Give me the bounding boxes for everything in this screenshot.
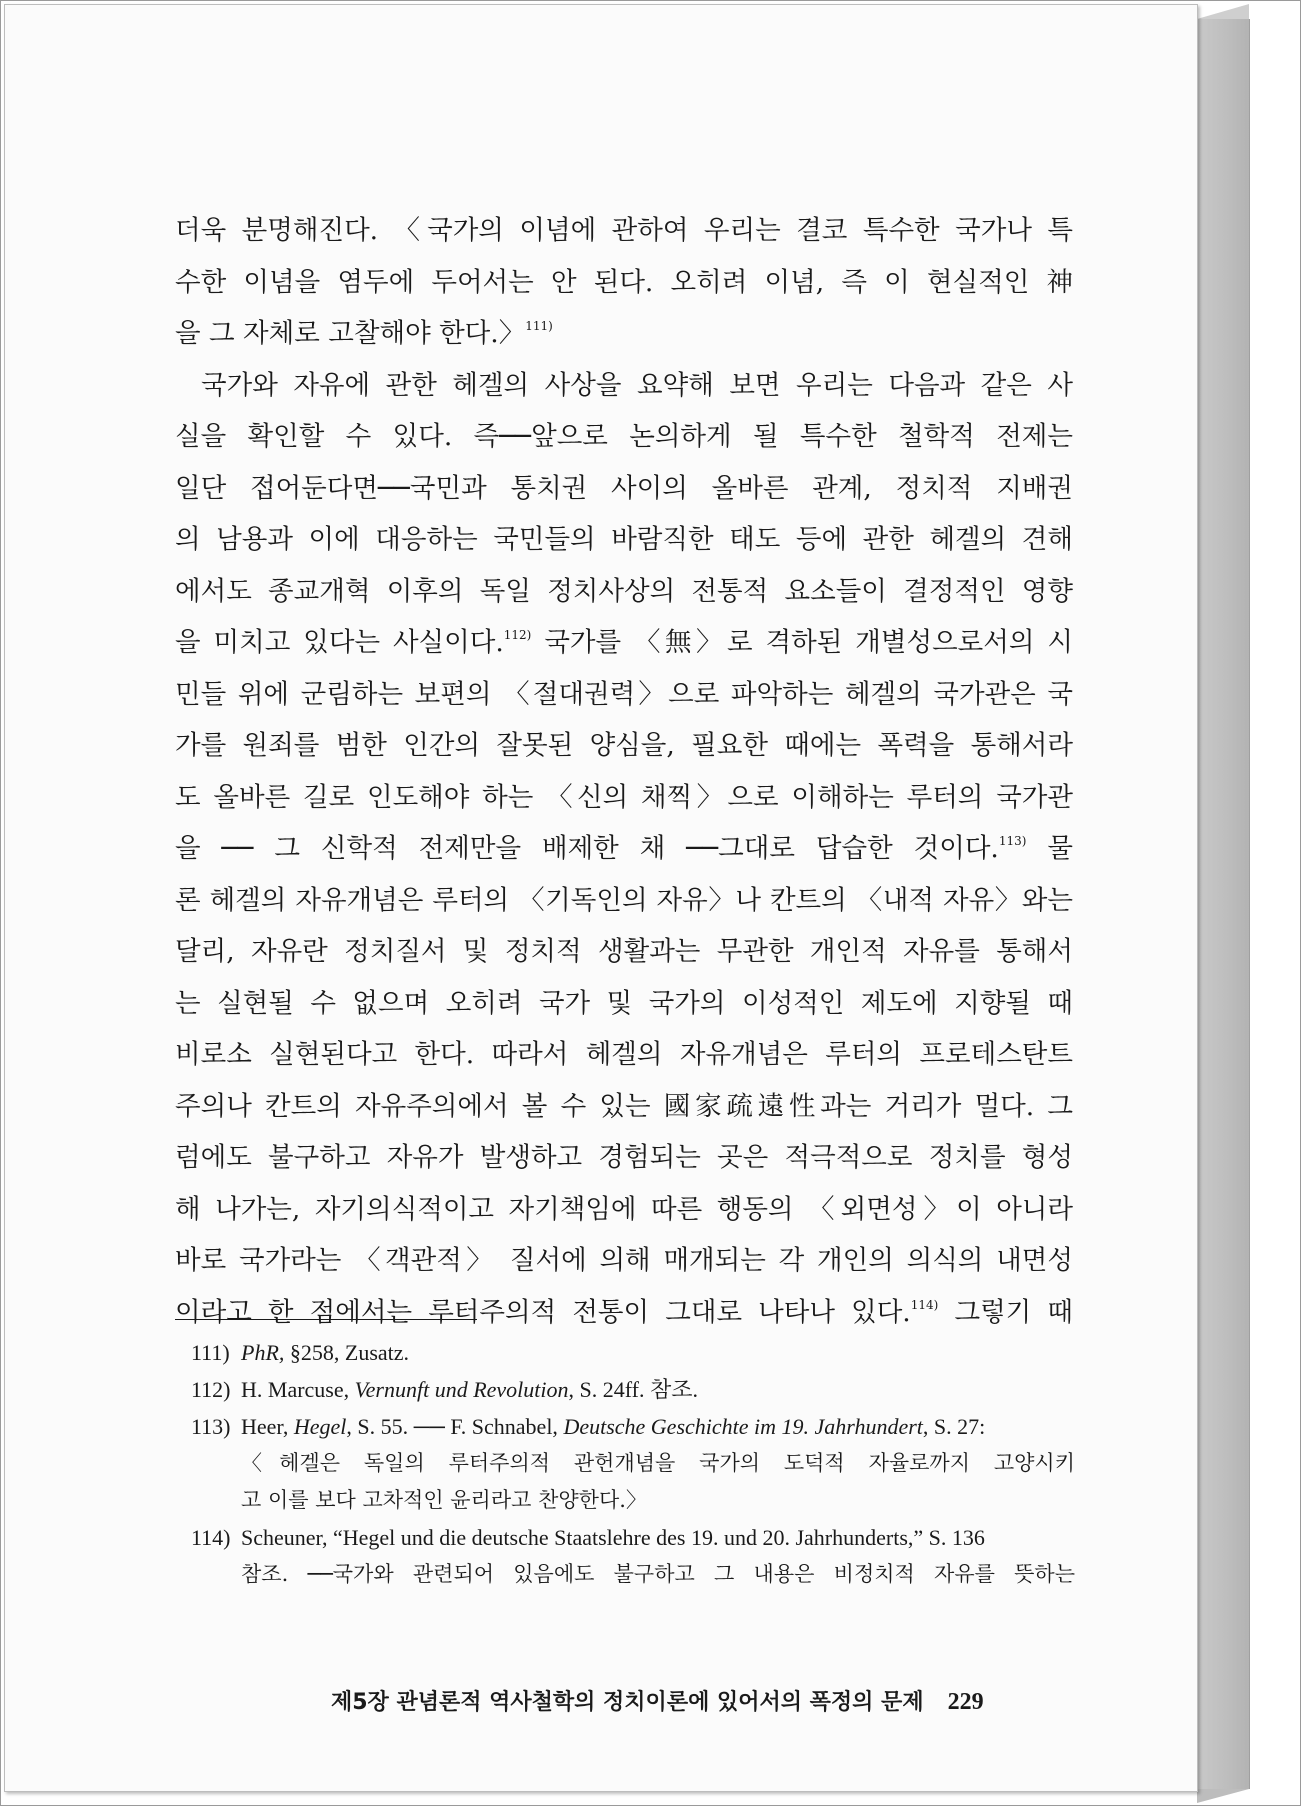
running-footer xyxy=(331,1685,1051,1716)
text-line: 주의나 칸트의 자유주의에서 볼 수 있는 國家疏遠性과는 거리가 멀다. 그 xyxy=(175,1090,1073,1122)
footnote-number: 114) xyxy=(191,1525,231,1550)
footnote-ref-114[interactable]: 114) xyxy=(910,1297,939,1312)
text-span: 국가를 〈無〉로 격하된 개별성으로서의 시 xyxy=(544,627,1073,658)
footnote-112 xyxy=(191,1371,1075,1408)
footnote-italic: PhR, xyxy=(241,1340,285,1365)
text-line: 에서도 종교개혁 이후의 독일 정치사상의 전통적 요소들이 결정적인 영향 xyxy=(175,575,1073,607)
footnote-text: §258, Zusatz. xyxy=(284,1340,410,1365)
text-line: 의 남용과 이에 대응하는 국민들의 바람직한 태도 등에 관한 헤겔의 견해 xyxy=(175,524,1073,555)
text-span: 그렇기 때 xyxy=(954,1296,1073,1328)
footnote-divider xyxy=(175,1319,477,1320)
page-edge-bottom xyxy=(1197,1789,1249,1803)
footnote-italic: Vernunft und Revolution xyxy=(354,1377,569,1402)
text-line: 는 실현될 수 없으며 오히려 국가 및 국가의 이성적인 제도에 지향될 때 xyxy=(175,987,1073,1019)
chapter-title: 제5장 관념론적 역사철학의 정치이론에 있어서의 폭정의 문제 xyxy=(331,1690,924,1715)
footnotes-block xyxy=(191,1334,1075,1593)
footnote-ref-111[interactable]: 111) xyxy=(525,319,553,333)
text-line: 실을 확인할 수 있다. 즉──앞으로 논의하게 될 특수한 철학적 전제는 xyxy=(175,421,1073,452)
footnote-113 xyxy=(191,1408,1075,1445)
paragraph xyxy=(175,205,1073,1338)
text-line: 럼에도 불구하고 자유가 발생하고 경험되는 곳은 적극적으로 정치를 형성 xyxy=(175,1142,1073,1173)
footnote-text: , S. 27: xyxy=(922,1414,986,1439)
footnote-113-line-3: 고 이를 보다 고차적인 윤리라고 찬양한다.〉 xyxy=(241,1488,647,1512)
footnote-ref-113[interactable]: 113) xyxy=(998,834,1027,848)
page-number: 229 xyxy=(947,1689,984,1715)
text-span: 을 ── 그 신학적 전제만을 배제한 채 ──그대로 답습한 것이다. xyxy=(175,833,999,864)
text-line: 론 헤겔의 자유개념은 루터의 〈기독인의 자유〉나 칸트의 〈내적 자유〉와는 xyxy=(175,884,1073,916)
text-line xyxy=(175,617,1073,669)
text-line: 비로소 실현된다고 한다. 따라서 헤겔의 자유개념은 루터의 프로테스탄트 xyxy=(175,1039,1073,1070)
footnote-number: 112) xyxy=(191,1377,231,1402)
page-edge-top xyxy=(1197,4,1249,19)
footnote-number: 111) xyxy=(191,1340,230,1365)
text-line: 가를 원죄를 범한 인간의 잘못된 양심을, 필요한 때에는 폭력을 통해서라 xyxy=(175,730,1073,761)
text-line: 수한 이념을 염두에 두어서는 안 된다. 오히려 이념, 즉 이 현실적인 神 xyxy=(175,266,1073,298)
text-span: 을 그 자체로 고찰해야 한다.〉 xyxy=(175,318,526,349)
footnote-number: 113) xyxy=(191,1414,231,1439)
footnote-text: , S. 24ff. 참조. xyxy=(568,1377,698,1402)
footnote-114 xyxy=(191,1519,1075,1556)
footnote-113-line-2: 〈헤겔은 독일의 루터주의적 관헌개념을 국가의 도덕적 자율로까지 고양시키 xyxy=(241,1451,1075,1475)
text-span: 이라고 한 점에서는 루터주의적 전통이 그대로 나타나 있다. xyxy=(175,1296,911,1328)
footnote-italic: Deutsche Geschichte im 19. Jahrhundert xyxy=(563,1414,923,1439)
footnote-114-line-2: 참조. ──국가와 관련되어 있음에도 불구하고 그 내용은 비정치적 자유를 뜻하는 xyxy=(241,1562,1075,1586)
footnote-text: H. Marcuse, xyxy=(241,1377,355,1402)
footnote-text: Scheuner, “Hegel und die deutsche Staatslehre des 19. und 20. Jahrhunderts,” S. 136 xyxy=(241,1525,985,1550)
footnote-text: , S. 55. ── F. Schnabel, xyxy=(346,1414,564,1439)
footnote-ref-112[interactable]: 112) xyxy=(503,628,532,642)
text-line xyxy=(175,308,1073,360)
text-line: 더욱 분명해진다. 〈국가의 이념에 관하여 우리는 결코 특수한 국가나 특 xyxy=(175,215,1073,246)
text-line: 일단 접어둔다면──국민과 통치권 사이의 올바른 관계, 정치적 지배권 xyxy=(175,472,1073,504)
text-line: 민들 위에 군림하는 보편의 〈절대권력〉으로 파악하는 헤겔의 국가관은 국 xyxy=(175,678,1073,710)
text-span: 을 미치고 있다는 사실이다. xyxy=(175,627,504,658)
text-line: 바로 국가라는 〈객관적〉 질서에 의해 매개되는 각 개인의 의식의 내면성 xyxy=(175,1245,1073,1276)
footnote-text: Heer, xyxy=(241,1414,294,1439)
text-line xyxy=(175,1287,1073,1339)
text-line xyxy=(175,823,1073,875)
footnote-111 xyxy=(191,1334,1075,1371)
body-text-block xyxy=(175,205,1073,1338)
text-line: 해 나가는, 자기의식적이고 자기책임에 따른 행동의 〈외면성〉이 아니라 xyxy=(175,1193,1073,1225)
text-line: 국가와 자유에 관한 헤겔의 사상을 요약해 보면 우리는 다음과 같은 사 xyxy=(201,369,1073,401)
footnote-italic: Hegel xyxy=(293,1414,347,1439)
text-line: 달리, 자유란 정치질서 및 정치적 생활과는 무관한 개인적 자유를 통해서 xyxy=(175,936,1073,967)
text-span: 물 xyxy=(1047,833,1073,864)
text-line: 도 올바른 길로 인도해야 하는 〈신의 채찍〉으로 이해하는 루터의 국가관 xyxy=(175,781,1073,813)
page-edge-right xyxy=(1197,19,1250,1789)
